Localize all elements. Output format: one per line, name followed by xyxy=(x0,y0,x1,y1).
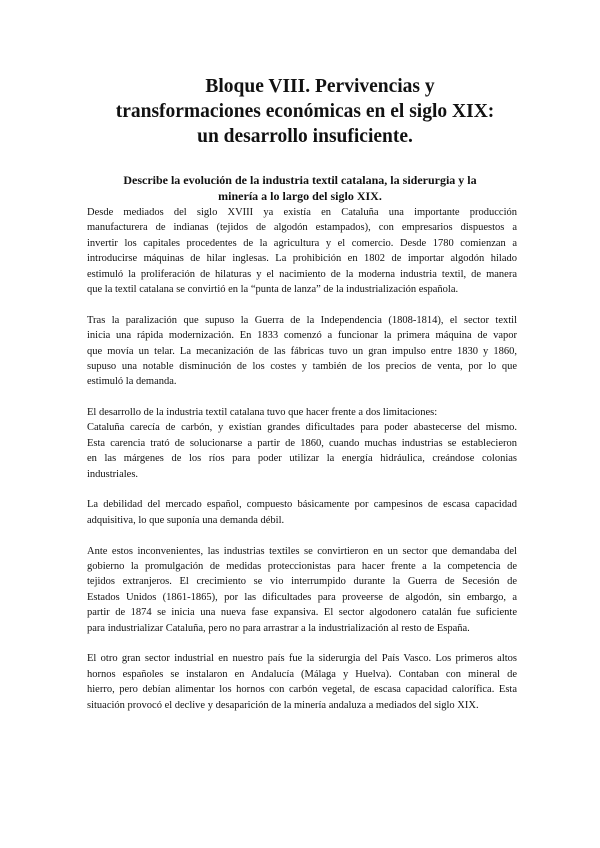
text-line: gobierno la promulgación de medidas proteccionistas para hacer frente a la competencia de xyxy=(87,560,517,572)
text-line: que movía un telar. La mecanización de las fábricas tuvo un gran impulso entre 1830 y 1860, xyxy=(87,345,517,357)
text-line: situación provocó el declive y desaparición de la minería andaluza a mediados del siglo XIX. xyxy=(87,699,479,711)
text-line: adquisitiva, lo que suponía una demanda débil. xyxy=(87,514,285,526)
title-line: Bloque VIII. Pervivencias y xyxy=(205,76,435,97)
document-body xyxy=(87,205,517,713)
paragraph xyxy=(87,313,517,390)
text-line: Desde mediados del siglo XVIII ya existía en Cataluña una importante producción xyxy=(87,207,517,218)
question-heading xyxy=(98,172,502,204)
text-line: estimuló la demanda. xyxy=(87,376,177,388)
text-line: tejidos extranjeros. El crecimiento se vio interrumpido durante la Guerra de Secesión de xyxy=(87,576,517,588)
text-line: estimuló la proliferación de hilaturas y el nacimiento de la moderna industria textil, de manera xyxy=(87,268,517,280)
text-line: Esta carencia trató de solucionarse a partir de 1860, cuando muchas industrias se establecieron xyxy=(87,437,517,449)
paragraph xyxy=(87,497,517,528)
text-line: Ante estos inconvenientes, las industrias textiles se convirtieron en un sector que demandaba del xyxy=(87,545,517,557)
title-line: un desarrollo insuficiente. xyxy=(197,126,413,147)
text-line: El desarrollo de la industria textil catalana tuvo que hacer frente a dos limitaciones: xyxy=(87,407,438,419)
paragraph xyxy=(87,544,517,636)
text-line: para industrializar Cataluña, pero no para arrastrar a la industrialización al resto de España. xyxy=(87,622,470,634)
text-line: hierro, pero debían alimentar los hornos con carbón vegetal, de escasa capacidad calorífica. Esta xyxy=(87,684,517,696)
paragraph xyxy=(87,205,517,297)
text-line: inicia una rápida modernización. En 1833 comenzó a funcionar la primera máquina de vapor xyxy=(87,330,517,342)
text-line: industriales. xyxy=(87,468,139,480)
text-line: que la textil catalana se convirtió en la “punta de lanza” de la industrialización española. xyxy=(87,283,459,295)
text-line: hornos españoles se instalaron en Andalucía (Málaga y Huelva). Contaban con mineral de xyxy=(87,668,517,680)
text-line: Cataluña carecía de carbón, y existían grandes dificultades para poder abastecerse del mismo. xyxy=(87,422,517,434)
text-line: La debilidad del mercado español, compuesto básicamente por campesinos de escasa capacidad xyxy=(87,499,517,511)
text-line: supuso una notable disminución de los costes y también de los precios de venta, por lo que xyxy=(87,360,517,372)
title-line: transformaciones económicas en el siglo XIX: xyxy=(115,101,495,122)
question-line: Describe la evolución de la industria textil catalana, la siderurgia y la xyxy=(123,173,477,187)
text-line: partir de 1874 se inicia una nueva fase expansiva. El sector algodonero catalán fue suficiente xyxy=(87,607,517,619)
paragraph xyxy=(87,405,517,482)
text-line: invertir los capitales procedentes de la agricultura y el comercio. Desde 1780 comienzan a xyxy=(87,237,517,249)
text-line: en las márgenes de los ríos para poder utilizar la energía hidráulica, creándose colonias xyxy=(87,453,517,465)
paragraph xyxy=(87,651,517,713)
text-line: introducirse máquinas de hilar inglesas. La prohibición en 1802 de importar algodón hilado xyxy=(87,253,517,265)
text-line: Estados Unidos (1861-1865), por las dificultades para proveerse de algodón, sin embargo, a xyxy=(87,591,517,603)
question-line: minería a lo largo del siglo XIX. xyxy=(218,189,382,203)
text-line: Tras la paralización que supuso la Guerra de la Independencia (1808-1814), el sector textil xyxy=(87,314,517,326)
page-title xyxy=(80,74,530,149)
text-line: El otro gran sector industrial en nuestro país fue la siderurgia del País Vasco. Los primeros altos xyxy=(87,653,517,665)
text-line: manufacturera de indianas (tejidos de algodón estampados), con empresarios dispuestos a xyxy=(87,222,517,234)
